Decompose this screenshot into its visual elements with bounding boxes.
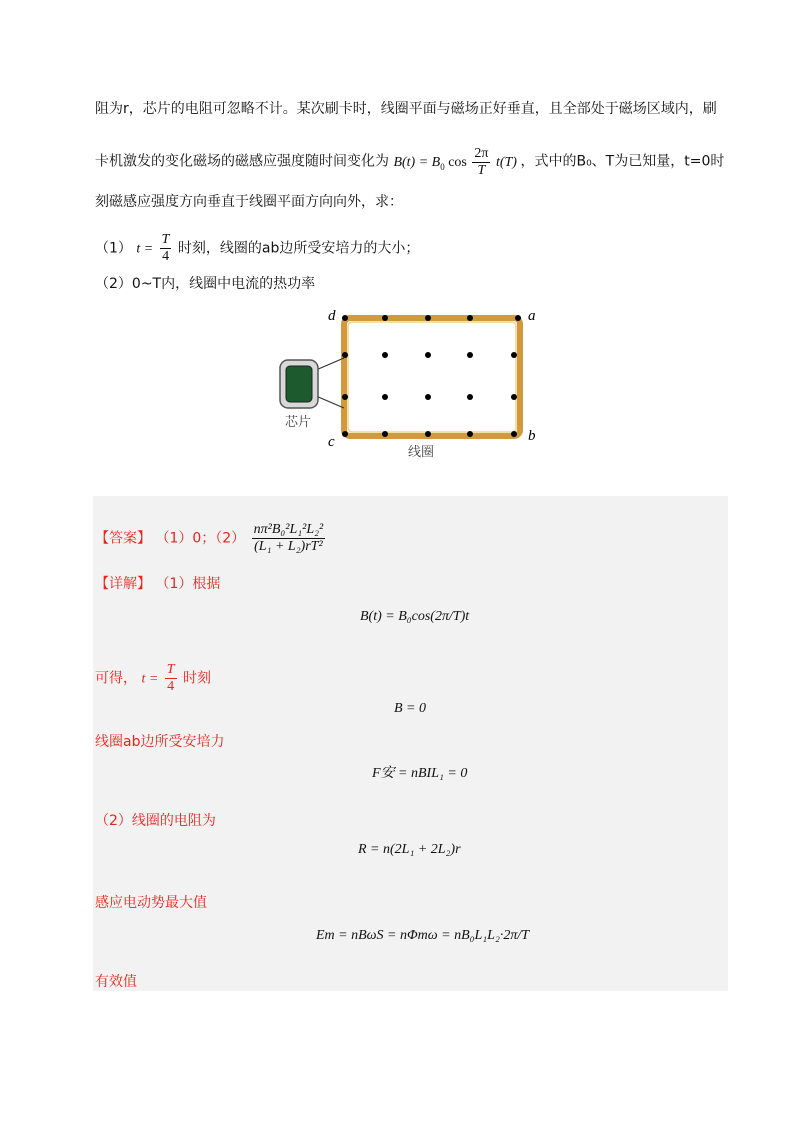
- answer-frac-den: (L₁ + L₂)rT²: [254, 539, 323, 554]
- label-c: c: [328, 434, 335, 450]
- q1-text: 时刻，线圈的ab边所受安培力的大小；: [177, 240, 420, 257]
- label-a: a: [528, 308, 536, 324]
- can-get-text: 可得，: [95, 670, 137, 687]
- t-fraction: [165, 662, 177, 695]
- equation-1: B(t) = B₀cos(2π/T)t: [360, 609, 470, 624]
- equation-4: R = n(2L₁ + 2L₂)r: [358, 842, 461, 857]
- answer-tag: 【答案】: [95, 530, 151, 547]
- t-den: 4: [167, 679, 175, 694]
- detail-emf-max: 感应电动势最大值: [95, 895, 207, 911]
- moment-text: 时刻: [183, 670, 211, 687]
- question-line-1: 阻为r，芯片的电阻可忽略不计。某次刷卡时，线圈平面与磁场正好垂直，且全部处于磁场区域内，刷: [95, 101, 717, 117]
- q1-t: t =: [136, 241, 154, 257]
- formula-fraction: [472, 146, 490, 179]
- formula-cos: cos: [448, 154, 467, 170]
- detail-effective: 有效值: [95, 974, 137, 990]
- q1-fraction: [160, 232, 172, 265]
- coil-label: 线圈: [408, 445, 435, 460]
- magnetic-field-dots: [342, 315, 521, 437]
- answer-line: [95, 522, 327, 555]
- field-formula: $B(t) = B_0$ cos $\frac{2\pi}{T}$ t(T): [393, 146, 517, 178]
- detail-ab-force: 线圈ab边所受安培力: [95, 734, 225, 750]
- q1-num: T: [161, 232, 170, 247]
- coil-figure: [270, 298, 560, 473]
- detail-can-get: [95, 662, 211, 695]
- t-equals: t =: [141, 671, 159, 687]
- answer-part1: （1）0；（2）: [155, 530, 246, 547]
- detail-tag: 【详解】: [95, 576, 151, 592]
- question-line-3: 刻磁感应强度方向垂直于线圈平面方向向外，求：: [95, 194, 403, 210]
- equation-3: F安 = nBIL₁ = 0: [372, 766, 468, 781]
- formula-den: T: [477, 163, 486, 178]
- equation-2: B = 0: [394, 701, 426, 716]
- question-1: [95, 232, 419, 265]
- question-line-2: [95, 146, 724, 179]
- chip-label: 芯片: [285, 415, 312, 430]
- chip: [280, 360, 318, 408]
- detail-header: [95, 574, 220, 594]
- formula-tail: t(T): [495, 154, 517, 170]
- answer-frac-num: nπ²B₀²L₁²L₂²: [253, 522, 324, 537]
- t-num: T: [166, 662, 175, 677]
- coil-rectangle: [344, 318, 520, 436]
- question-2: （2）0~T内，线圈中电流的热功率: [95, 276, 316, 292]
- q1-den: 4: [162, 249, 170, 264]
- detail-step1-intro: （1）根据: [155, 576, 221, 592]
- answer-fraction: [252, 522, 326, 555]
- formula-num: 2π: [474, 146, 489, 161]
- question-line-2-pre: 卡机激发的变化磁场的磁感应强度随时间变化为: [95, 153, 389, 170]
- detail-step2-intro: （2）线圈的电阻为: [95, 813, 216, 829]
- label-b: b: [528, 428, 536, 444]
- label-d: d: [328, 308, 336, 324]
- equation-5: Em = nBωS = nΦmω = nB₀L₁L₂·2π/T: [316, 928, 530, 943]
- question-line-2-post: ，式中的B₀、T为已知量，t=0时: [520, 153, 725, 170]
- formula-lhs: B(t) = B: [393, 154, 441, 170]
- q1-prefix: （1）: [95, 240, 132, 257]
